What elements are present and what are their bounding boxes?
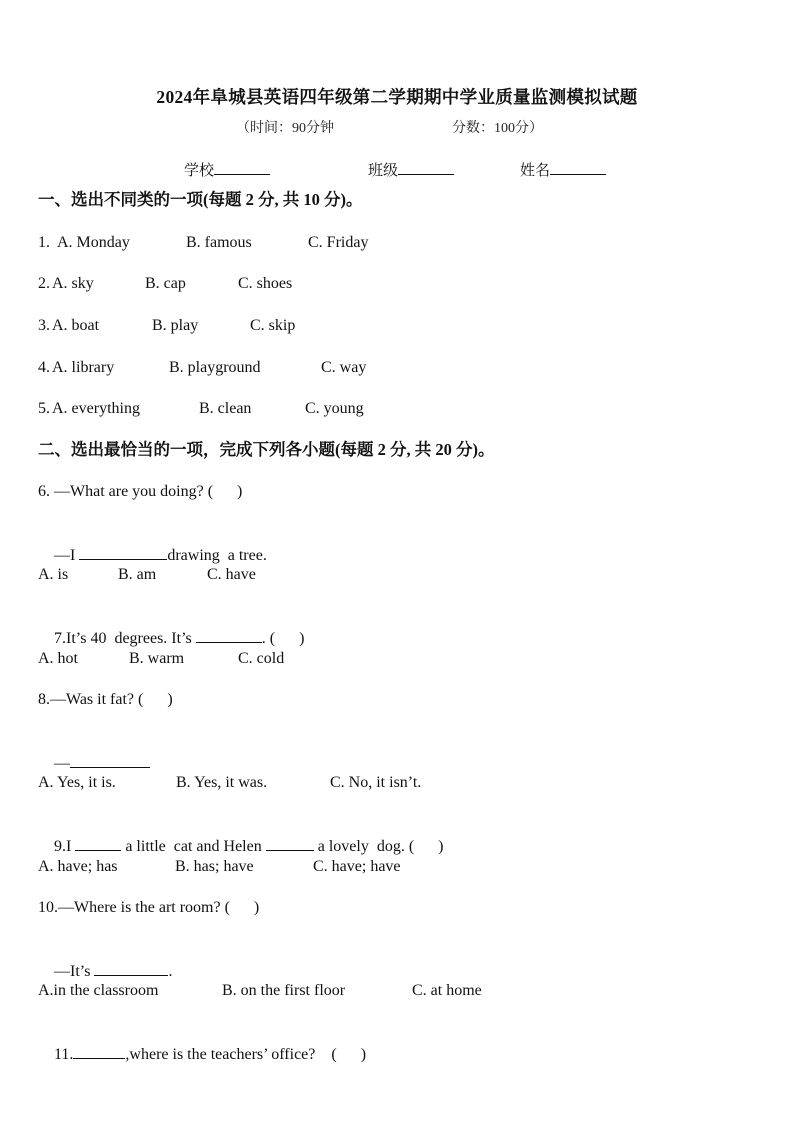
q2-option-b: B. cap xyxy=(145,275,186,292)
q8-option-a: A. Yes, it is. xyxy=(38,774,116,791)
q3-option-b: B. play xyxy=(152,317,199,334)
q9-part2: a little cat and Helen xyxy=(121,838,266,855)
score-label: 分数：100分） xyxy=(452,121,543,136)
q3-option-c: C. skip xyxy=(250,317,296,334)
q9-option-b: B. has; have xyxy=(175,858,254,875)
q11-stem xyxy=(38,1023,366,1085)
q9-blank-1 xyxy=(75,835,121,851)
q4-option-a: A. library xyxy=(52,359,115,376)
q10-stem: 10.—Where is the art room? ( ) xyxy=(38,899,260,916)
q7-option-c: C. cold xyxy=(238,650,285,667)
q10-option-c: C. at home xyxy=(412,982,482,999)
q10-option-b: B. on the first floor xyxy=(222,982,346,999)
q9-option-a: A. have; has xyxy=(38,858,118,875)
class-field xyxy=(368,159,454,180)
q1-option-b: B. famous xyxy=(186,234,252,251)
q11-blank xyxy=(73,1043,125,1059)
q8-blank xyxy=(70,752,150,768)
class-label: 班级 xyxy=(368,163,399,179)
class-blank xyxy=(398,160,454,175)
q10-option-a: A.in the classroom xyxy=(38,982,159,999)
q6-stem: 6. —What are you doing? ( ) xyxy=(38,483,243,500)
school-field xyxy=(184,159,270,180)
q6-answer-suffix: drawing a tree. xyxy=(167,547,267,564)
q2-number: 2. xyxy=(38,275,50,292)
name-blank xyxy=(550,160,606,175)
q9-blank-2 xyxy=(266,835,314,851)
section1-heading: 一、选出不同类的一项(每题 2 分, 共 10 分)。 xyxy=(38,190,363,209)
q4-option-b: B. playground xyxy=(169,359,261,376)
q8-option-b: B. Yes, it was. xyxy=(176,774,268,791)
q1-option-c: C. Friday xyxy=(308,234,369,251)
q9-part3: a lovely dog. ( ) xyxy=(313,838,444,855)
q10-answer-prefix: —It’s xyxy=(54,963,95,980)
q10-blank xyxy=(94,960,168,976)
q4-option-c: C. way xyxy=(321,359,367,376)
q7-option-a: A. hot xyxy=(38,650,78,667)
name-label: 姓名 xyxy=(520,163,551,179)
q6-option-b: B. am xyxy=(118,566,157,583)
q8-option-c: C. No, it isn’t. xyxy=(330,774,422,791)
q5-option-c: C. young xyxy=(305,400,364,417)
q5-number: 5. xyxy=(38,400,50,417)
q6-option-c: C. have xyxy=(207,566,256,583)
exam-title: 2024年阜城县英语四年级第二学期期中学业质量监测模拟试题 xyxy=(156,87,638,107)
q1-number: 1. xyxy=(38,234,54,251)
q9-option-c: C. have; have xyxy=(313,858,401,875)
q8-stem: 8.—Was it fat? ( ) xyxy=(38,691,173,708)
q7-blank xyxy=(196,627,262,643)
q7-stem-suffix: . ( ) xyxy=(261,630,305,647)
school-label: 学校 xyxy=(184,163,215,179)
q5-option-a: A. everything xyxy=(52,400,140,417)
q6-option-a: A. is xyxy=(38,566,69,583)
q11-suffix: ,where is the teachers’ office? ( ) xyxy=(125,1046,367,1063)
section2-heading: 二、选出最恰当的一项，完成下列各小题(每题 2 分, 共 20 分)。 xyxy=(38,440,495,459)
q5-option-b: B. clean xyxy=(199,400,252,417)
q2-option-c: C. shoes xyxy=(238,275,293,292)
q3-number: 3. xyxy=(38,317,50,334)
time-label: （时间：90分钟 xyxy=(236,121,334,136)
q3-option-a: A. boat xyxy=(52,317,100,334)
q9-part1: 9.I xyxy=(54,838,76,855)
q7-option-b: B. warm xyxy=(129,650,185,667)
q7-stem-prefix: 7.It’s 40 degrees. It’s xyxy=(54,630,196,647)
q1-option-a: A. Monday xyxy=(57,234,130,251)
q6-answer-prefix: —I xyxy=(54,547,80,564)
name-field xyxy=(520,159,606,180)
school-blank xyxy=(214,160,270,175)
q10-answer-suffix: . xyxy=(168,963,173,980)
q2-option-a: A. sky xyxy=(52,275,94,292)
q11-prefix: 11. xyxy=(54,1046,74,1063)
q8-answer-prefix: — xyxy=(54,755,70,772)
q4-number: 4. xyxy=(38,359,50,376)
q6-blank xyxy=(79,544,167,560)
